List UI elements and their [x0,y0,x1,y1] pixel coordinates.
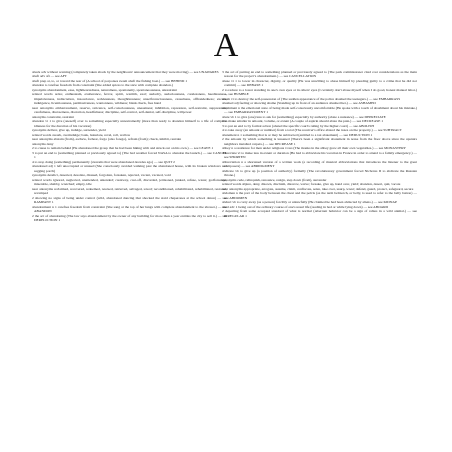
dictionary-entry: abdomen n the part of the body between the chest and the pelvis (as the term beltnotch, or belly, is used to refer to the belly button) — see ABDOMEN [222,191,417,200]
dictionary-entry: abed adv 1 being out of the ordinary course of one's usual life (reading in bed or while lying down) — see ABOARD [222,204,389,209]
dictionary-entry: synonyms cede, relinquish, renounce, resign, step down (from), surrender [222,177,327,182]
dictionary-entry: abandon n carefree freedom from constraint (She added spices to the stew with complete abandon.) [32,83,173,88]
section-letter-heading: A [213,27,239,64]
right-column [222,70,417,450]
dictionary-entry: 2 the amount by which something is lessened (There's been a significant abatement in noise from the floor above since the upstairs neighbors installed carpets.) — see DECREASE 1 [222,137,417,146]
dictionary-entry: 2 departing from some accepted standard of what is normal (Aberrant behavior can be a sign of rabies in a wild animal.) — see IRREGULAR 1 [222,209,417,218]
dictionary-entry: 2 the act of abandoning (The law says abandonment by the owner of any building for more than a year entitles the city to sell it.) — see DERELICTION 1 [32,213,227,222]
dictionary-entry: abdicate vb to give up (a position of authority) formally (The revolutionary government forced Nicholas II to abdicate the Russian throne.) [222,168,417,178]
dictionary-entry: aback adv without warning (completely taken aback by the neighbours' announcement that they were moving) — see UNAWARES [32,70,219,74]
dictionary-entry: abashed adj feeling or showing shame (Standing up in front of an audience abashed her.) — see ASHAMED [222,101,376,106]
dictionary-entry: abandon vt 1 to give (oneself) over to something especially unrestrainedly (more than ready to abandon himself to a life of complete idleness for the duration of his vacation) [32,119,227,128]
dictionary-entry: abase vt 1 to lower in character, dignity, or quality (He was unwilling to abase himself by pleading guilty to a crime that he did not commit) — see DEBASE 1 [222,78,417,88]
dictionary-entry: antonyms constraint, restraint [32,114,75,119]
dictionary-entry: related words ardor, enthusiasm, exuberance, fervor, spirit, warmth, zeal; audacity, audaciousness, carelessness, heedlessness, impulsiveness, indiscretion, insouciance, recklessness, thoughtlessness; unselfconsciousness, casualness, offhandedness; excess, indulgence, licentiousness, permissiveness, wantonness, wildness; blank check, free hand [32,92,227,106]
dictionary-entry: abbey n a residence for men under religious vows (The monks in the abbey grew all their own vegetables.) — see MONASTERY [222,146,406,151]
dictionary-entry: abbreviate vt to make less in extent or duration (He had to abbreviate his vacation in France in order to attend to a family emergency.) — see SHORTEN [222,150,417,160]
dictionary-entry: abash vt to destroy the self-possession of (The sudden appearance of the police abashed the teenagers.) — see EMBARRASS [222,96,401,101]
dictionary-entry: 2 to reduce to a lower standing in one's own eyes or in others' eyes (I certainly don't abase myself when I do good, honest manual labor.) — see HUMBLE [222,87,417,97]
dictionary-entry: abatement n 1 something that is or may be subtracted (entitled to a tax abatement) — see DEDUCTION 1 [222,132,373,137]
dictionary-entry: abduct vb to carry away (as a person) forcibly or unlawfully (He claimed he had been abducted by aliens.) — see KIDNAP [222,200,397,205]
dictionary-entry: antonyms deny [32,141,54,146]
left-column [32,70,227,450]
dictionary-entry: 2 showing no signs of being under control (wild, abandoned dancing that shocked the staid chaperones at the school dance) — see RAMPANT 1 [32,195,227,205]
dictionary-entry: abandoned adj 1 left unoccupied or unused (She consciously avoided walking past the abandoned house, with its broken windows and sagging porch) [32,164,227,173]
dictionary-entry: related words ignored, neglected, unattended, untended; castaway, cast-off, discarded, jettisoned, junked, refuse, waste; godforsaken, miserable, shabby, wretched; empty, idle [32,177,227,187]
dictionary-entry: 2 to cause to remain behind (He abandoned the group that he had been hiking with and struck out on his own.) — see LEAVE 1 [32,146,214,151]
dictionary-entry: related words awash, overindulge; bask, luxuriate, revel, roll, wallow [32,132,131,137]
dictionary-entry: synonyms deliver, give up, indulge, surrender, yield [32,128,106,133]
dictionary-entry: 2 to make smaller in amount, volume, or extent (A couple of aspirin should abate the pain.) — see DECREASE 1 [222,119,384,124]
dictionary-entry: abaft adv aft — see AFT [32,74,67,79]
dictionary-entry: near antonyms embarrassment, reserve, reticence, self-consciousness, uneasiness; inhibition, repression, self-restraint, suppression; carefulness, discreetness, discretion, heedfulness; discipline, self-control, self-denial, self-discipline, willpower [32,105,227,115]
dictionary-entry: near antonyms reclaimed, recovered, redeemed, rescued, retrieved, salvaged, saved; reconditioned, rehabilitated, rehabilitated, restored, revamped [32,186,227,196]
dictionary-entry: abaft prep at, to, or toward the rear of (A school of porpoises swam abaft the fishing boat.) — see BEHIND 1 [32,78,188,83]
dictionary-entry: abbreviation n a shortened version of a written work (a recording of musical abbreviations that introduces the listener to the great composers) — see ABRIDGMENT [222,159,417,169]
dictionary-entry: 4 to stop doing (something) permanently (customs that were abandoned decades ago) — see QUIT 2 [32,159,175,164]
dictionary-entry: abandonment n 1 carefree freedom from constraint (She sang at the top of her lungs with complete abandonment to the shower.) — see ABANDON [32,204,227,214]
dictionary-entry: 3 to put an end to by formal action (abated the specific court's ruling by the higher court) — see ABOLISH [222,123,374,128]
dictionary-entry: 3 to put an end to (something planned or previously agreed to) (The bad weather forced NASA to abandon the launch.) — see CANCEL 1 [32,150,227,160]
dictionary-entry: abate vb 1 to give (one) less to ask for (something) especially by authority (abate a nuisance) — see DEPRECIATE [222,114,386,119]
dictionary-entry: synonyms abandonment, ease, lightheartedness, naturalness, spontaneity, spontaneousness, unrestraint [32,87,178,92]
dictionary-entry: abashment n the emotional state of being made self-consciously uncomfortable (He spoke with a touch of abashment about his mistake.) — see EMBARRASSMENT 1 [222,105,417,115]
dictionary-entry: related words abjure, deny, disown, disclaim, disavow, waive; forsake, give up, hand over, yield; abandon, desert, quit, vacate [222,182,401,187]
dictionary-entry: synonyms derelict, deserted, desolate, disused, forgotten, forsaken, rejected, vacant, vacated, void [32,173,171,178]
dictionary-entry: 3 the act of putting an end to something planned or previously agreed to (The park commissioner cited cost considerations as the main reason for the project's abandonment.) — see CANCELLATION [222,70,417,79]
dictionary-entry: near antonyms abstain (from), eschew, forbear, forgo (also forego), refrain (from); check, inhibit, restrain [32,137,182,142]
dictionary-entry: near antonyms appropriate, arrogate, assume, claim, confiscate, seize, take over, usurp, wrest; defend, guard, protect, safeguard, secure [222,186,414,191]
dictionary-entry: 4 to take away (an amount or number) from a total (The receiver's office abated the taxes on the property.) — see SUBTRACT [222,128,402,133]
